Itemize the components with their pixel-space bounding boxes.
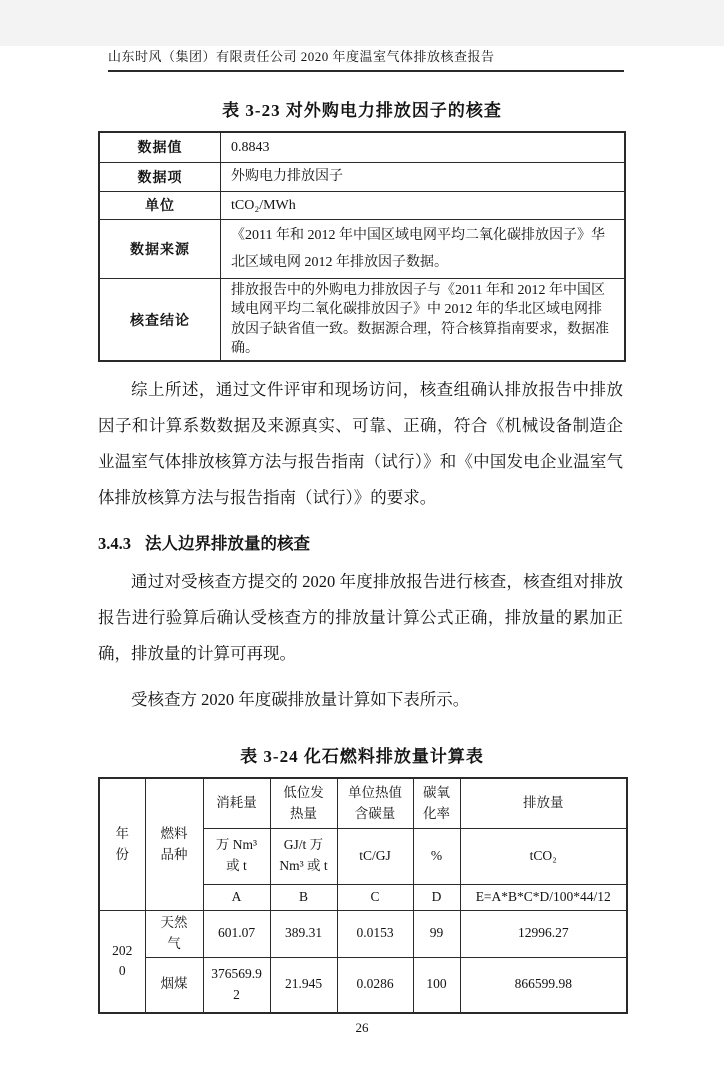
section-heading-3-4-3 — [98, 530, 623, 554]
t2-cell-fuel: 烟煤 — [145, 957, 203, 1013]
t2-cell-fuel: 天然气 — [145, 910, 203, 957]
t2-symbol-a: A — [203, 884, 270, 910]
t1-value-data-value: 0.8843 — [221, 132, 626, 162]
page-number: 26 — [355, 1020, 369, 1036]
table-3-23 — [98, 131, 626, 362]
t1-label-unit: 单位 — [99, 191, 221, 219]
t2-header-year: 年份 — [99, 778, 145, 910]
t2-symbol-c: C — [337, 884, 413, 910]
t2-symbol-d: D — [413, 884, 460, 910]
t2-cell-carbon-content: 0.0153 — [337, 910, 413, 957]
t1-label-data-item: 数据项 — [99, 162, 221, 191]
t2-symbol-b: B — [270, 884, 337, 910]
t2-unit-consumption: 万 Nm³ 或 t — [203, 828, 270, 884]
t2-unit-emission: tCO₂ — [460, 828, 627, 884]
t2-cell-carbon-content: 0.0286 — [337, 957, 413, 1013]
table-row — [99, 957, 627, 1013]
section-number: 3.4.3 — [98, 534, 131, 554]
t2-cell-year: 2020 — [99, 910, 145, 1013]
section-title: 法人边界排放量的核查 — [145, 534, 310, 554]
t2-cell-oxidation-rate: 99 — [413, 910, 460, 957]
table-row — [99, 162, 625, 191]
t2-cell-oxidation-rate: 100 — [413, 957, 460, 1013]
table-3-24-title: 表 3-24 化石燃料排放量计算表 — [240, 747, 484, 767]
t1-value-unit: tCO₂/MWh — [221, 191, 626, 219]
table-3-23-title: 表 3-23 对外购电力排放因子的核查 — [222, 101, 502, 120]
table-intro-paragraph: 受核查方 2020 年度碳排放量计算如下表所示。 — [131, 690, 470, 710]
t2-cell-consumption: 601.07 — [203, 910, 270, 957]
t1-value-conclusion: 排放报告中的外购电力排放因子与《2011 年和 2012 年中国区域电网平均二氧化碳排放因子》中 2012 年的华北区域电网排放因子缺省值一致。数据源合理，符合核算指南要求，数据准确。 — [221, 279, 626, 362]
table-row — [99, 279, 625, 362]
t2-header-consumption: 消耗量 — [203, 778, 270, 828]
table-header-row — [99, 778, 627, 828]
t1-value-data-item: 外购电力排放因子 — [221, 162, 626, 191]
t2-unit-oxidation-rate: % — [413, 828, 460, 884]
t2-unit-heat-value: GJ/t 万 Nm³ 或 t — [270, 828, 337, 884]
t1-label-data-value: 数据值 — [99, 132, 221, 162]
table-row — [99, 219, 625, 279]
t2-cell-heat-value: 389.31 — [270, 910, 337, 957]
t1-label-data-source: 数据来源 — [99, 219, 221, 279]
table-row — [99, 191, 625, 219]
table-3-24 — [98, 777, 628, 1014]
report-page — [0, 46, 724, 1070]
t2-cell-emission: 12996.27 — [460, 910, 627, 957]
t2-cell-heat-value: 21.945 — [270, 957, 337, 1013]
t2-header-oxidation-rate: 碳氧化率 — [413, 778, 460, 828]
summary-paragraph: 综上所述，通过文件评审和现场访问，核查组确认排放报告中排放因子和计算系数数据及来源真实、可靠、正确，符合《机械设备制造企业温室气体排放核算方法与报告指南（试行）》和《中国发电企业温室气体排放核算方法与报告指南（试行）》的要求。 — [98, 380, 623, 508]
t2-cell-consumption: 376569.92 — [203, 957, 270, 1013]
t2-header-fuel: 燃料品种 — [145, 778, 203, 910]
t2-symbol-e: E=A*B*C*D/100*44/12 — [460, 884, 627, 910]
verification-paragraph: 通过对受核查方提交的 2020 年度排放报告进行核查，核查组对排放报告进行验算后确认受核查方的排放量计算公式正确，排放量的累加正确，排放量的计算可再现。 — [98, 572, 623, 664]
t2-header-emission: 排放量 — [460, 778, 627, 828]
t2-unit-carbon-content: tC/GJ — [337, 828, 413, 884]
t2-cell-emission: 866599.98 — [460, 957, 627, 1013]
table-row — [99, 132, 625, 162]
t1-label-conclusion: 核查结论 — [99, 279, 221, 362]
document-header-title: 山东时风（集团）有限责任公司 2020 年度温室气体排放核查报告 — [108, 49, 495, 64]
t2-header-carbon-content: 单位热值含碳量 — [337, 778, 413, 828]
t2-header-heat-value: 低位发热量 — [270, 778, 337, 828]
document-header — [108, 46, 624, 72]
table-row — [99, 910, 627, 957]
t1-value-data-source: 《2011 年和 2012 年中国区域电网平均二氧化碳排放因子》华北区域电网 2012 年排放因子数据。 — [221, 219, 626, 279]
